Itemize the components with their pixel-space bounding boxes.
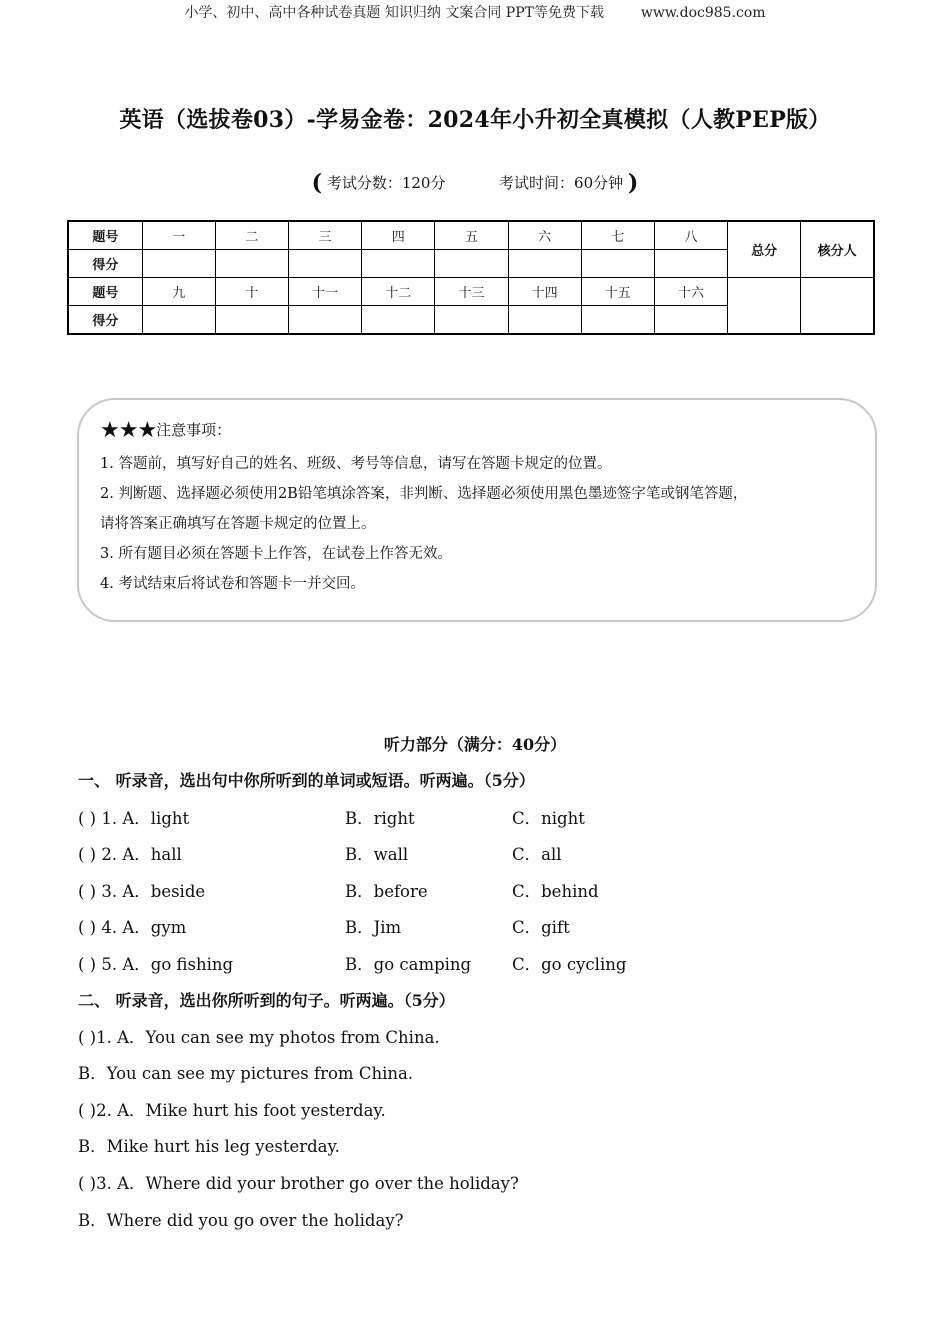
- question-number-cell: 十三: [435, 278, 508, 306]
- header-site-link[interactable]: www.doc985.com: [640, 5, 766, 21]
- exam-info: [0, 170, 950, 196]
- question-number-cell: 四: [362, 221, 435, 250]
- score-cell[interactable]: [435, 250, 508, 278]
- score-cell[interactable]: [654, 306, 727, 335]
- question-option-c[interactable]: C．go cycling: [512, 955, 627, 974]
- exam-score-label: 考试分数：120分: [326, 174, 446, 192]
- question-number-cell: 二: [215, 221, 288, 250]
- question-option-a[interactable]: ( ) 1. A．light: [78, 809, 190, 828]
- notice-item: 2. 判断题、选择题必须使用2B铅笔填涂答案，非判断、选择题必须使用黑色墨迹签字笔或钢笔答题，: [100, 486, 748, 502]
- page-title: 英语（选拔卷03）-学易金卷：2024年小升初全真模拟（人教PEP版）: [119, 107, 831, 133]
- total-score-cell[interactable]: [728, 278, 801, 335]
- question-number-cell: 三: [289, 221, 362, 250]
- page-header: [0, 2, 950, 22]
- exam-info-close-paren: ): [627, 170, 639, 196]
- question-number-cell: 八: [654, 221, 727, 250]
- score-cell[interactable]: [289, 306, 362, 335]
- score-table-row: [68, 278, 874, 306]
- question-option-b[interactable]: B．wall: [345, 845, 409, 864]
- sentence-option[interactable]: ( )3. A．Where did your brother go over the holiday?: [78, 1174, 519, 1193]
- notice-item: 3. 所有题目必须在答题卡上作答，在试卷上作答无效。: [100, 546, 452, 562]
- score-cell[interactable]: [435, 306, 508, 335]
- question-number-cell: 十四: [508, 278, 581, 306]
- sentence-option[interactable]: B．Where did you go over the holiday?: [78, 1211, 404, 1230]
- score-cell[interactable]: [215, 306, 288, 335]
- question-option-c[interactable]: C．gift: [512, 918, 570, 937]
- score-cell[interactable]: [362, 250, 435, 278]
- score-cell[interactable]: [362, 306, 435, 335]
- total-score-label: 总分: [728, 221, 801, 278]
- question-option-a[interactable]: ( ) 3. A．beside: [78, 882, 206, 901]
- score-table-row: [68, 221, 874, 250]
- notice-item: 1. 答题前，填写好自己的姓名、班级、考号等信息，请写在答题卡规定的位置。: [100, 456, 612, 472]
- question-option-c[interactable]: C．behind: [512, 882, 599, 901]
- question-option-a[interactable]: ( ) 4. A．gym: [78, 918, 187, 937]
- notice-item: 请将答案正确填写在答题卡规定的位置上。: [100, 516, 376, 532]
- score-cell[interactable]: [215, 250, 288, 278]
- score-cell[interactable]: [654, 250, 727, 278]
- question-number-cell: 五: [435, 221, 508, 250]
- question-number-cell: 十二: [362, 278, 435, 306]
- score-label: 得分: [68, 250, 142, 278]
- score-table: [67, 220, 875, 335]
- listening-heading: 听力部分（满分：40分）: [383, 735, 567, 754]
- question-option-a[interactable]: ( ) 5. A．go fishing: [78, 955, 234, 974]
- question-option-b[interactable]: B．Jim: [345, 918, 402, 937]
- score-cell[interactable]: [289, 250, 362, 278]
- part2-title: 二、 听录音，选出你所听到的句子。听两遍。（5分）: [78, 991, 455, 1010]
- notice-title-text: 注意事项：: [156, 421, 232, 439]
- star-icon: ★★★: [100, 418, 157, 443]
- score-cell[interactable]: [142, 250, 215, 278]
- score-cell[interactable]: [142, 306, 215, 335]
- score-cell[interactable]: [508, 306, 581, 335]
- score-cell[interactable]: [581, 306, 654, 335]
- header-ad-text: 小学、初中、高中各种试卷真题 知识归纳 文案合同 PPT等免费下载: [184, 5, 604, 21]
- question-number-cell: 十六: [654, 278, 727, 306]
- question-number-cell: 一: [142, 221, 215, 250]
- question-number-label: 题号: [68, 221, 142, 250]
- question-number-cell: 九: [142, 278, 215, 306]
- score-label: 得分: [68, 306, 142, 335]
- question-number-cell: 十五: [581, 278, 654, 306]
- question-option-b[interactable]: B．go camping: [345, 955, 472, 974]
- question-option-c[interactable]: C．all: [512, 845, 562, 864]
- question-number-label: 题号: [68, 278, 142, 306]
- notice-item: 4. 考试结束后将试卷和答题卡一并交回。: [100, 576, 365, 592]
- question-option-b[interactable]: B．right: [345, 809, 415, 828]
- question-option-c[interactable]: C．night: [512, 809, 585, 828]
- question-number-cell: 十: [215, 278, 288, 306]
- exam-time-label: 考试时间：60分钟: [499, 174, 624, 192]
- part1-title: 一、 听录音，选出句中你所听到的单词或短语。听两遍。（5分）: [78, 771, 535, 790]
- question-option-b[interactable]: B．before: [345, 882, 428, 901]
- score-cell[interactable]: [581, 250, 654, 278]
- notice-title: [100, 418, 231, 443]
- question-number-cell: 七: [581, 221, 654, 250]
- sentence-option[interactable]: ( )1. A．You can see my photos from China.: [78, 1028, 440, 1047]
- checker-cell[interactable]: [801, 278, 874, 335]
- score-cell[interactable]: [508, 250, 581, 278]
- checker-label: 核分人: [801, 221, 874, 278]
- sentence-option[interactable]: B．You can see my pictures from China.: [78, 1064, 414, 1083]
- sentence-option[interactable]: ( )2. A．Mike hurt his foot yesterday.: [78, 1101, 386, 1120]
- sentence-option[interactable]: B．Mike hurt his leg yesterday.: [78, 1137, 340, 1156]
- exam-info-open-paren: (: [311, 170, 323, 196]
- question-number-cell: 十一: [289, 278, 362, 306]
- question-number-cell: 六: [508, 221, 581, 250]
- question-option-a[interactable]: ( ) 2. A．hall: [78, 845, 182, 864]
